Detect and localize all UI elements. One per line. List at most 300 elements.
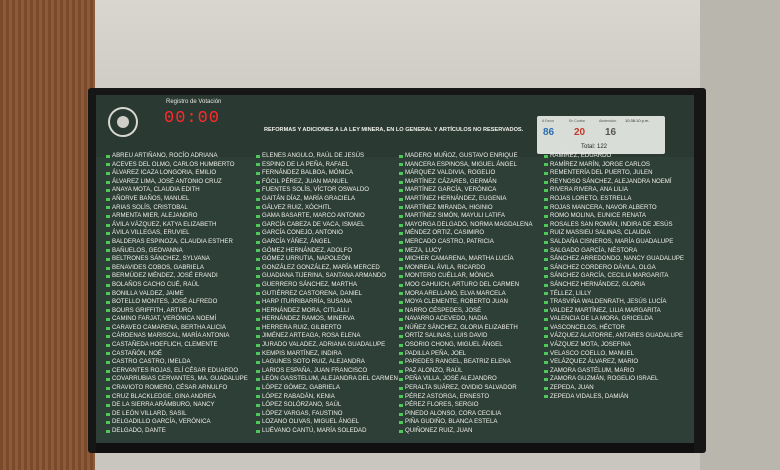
senator-row	[399, 418, 545, 427]
senator-row	[256, 186, 402, 195]
senator-row	[399, 298, 545, 307]
vote-status-icon	[256, 370, 260, 373]
vote-status-icon	[544, 232, 548, 235]
senator-row	[544, 341, 690, 350]
senator-row	[256, 204, 402, 213]
senator-name: VÁZQUEZ ALATORRE, ANTARES GUADALUPE	[550, 332, 684, 340]
senator-row	[106, 221, 252, 230]
senator-name: ZAMORA GUZMÁN, ROGELIO ISRAEL	[550, 375, 659, 383]
vote-status-icon	[256, 404, 260, 407]
senator-name: CASTAÑÓN, NOÉ	[112, 349, 162, 357]
vote-status-icon	[256, 430, 260, 433]
vote-status-icon	[256, 378, 260, 381]
senator-name: ROMO MOLINA, EUNICE RENATA	[550, 212, 646, 220]
senator-name: BOLAÑOS CACHO CUÉ, RAÚL	[112, 280, 200, 288]
senator-name: LOZANO OLIVAS, MIGUEL ÁNGEL	[262, 418, 360, 426]
senator-name: LARIOS ESPAÑA, JUAN FRANCISCO	[262, 366, 368, 374]
vote-status-icon	[256, 413, 260, 416]
senator-row	[544, 298, 690, 307]
vote-status-icon	[106, 309, 110, 312]
vote-status-icon	[256, 206, 260, 209]
senator-row	[256, 169, 402, 178]
vote-status-icon	[544, 241, 548, 244]
senator-row	[544, 358, 690, 367]
senator-row	[106, 255, 252, 264]
senator-row	[256, 332, 402, 341]
senator-row	[106, 384, 252, 393]
senator-row	[256, 341, 402, 350]
senator-name: ZAMORA GASTÉLUM, MARIO	[550, 366, 635, 374]
vote-status-icon	[256, 309, 260, 312]
senator-row	[399, 332, 545, 341]
vote-status-icon	[399, 163, 403, 166]
vote-status-icon	[256, 361, 260, 364]
senator-row	[106, 375, 252, 384]
senator-row	[399, 212, 545, 221]
vote-status-icon	[256, 344, 260, 347]
senator-name: LÓPEZ SOLÓRZANO, SAÚL	[262, 401, 342, 409]
senator-name: COVARRUBIAS CERVANTES, MA. GUADALUPE	[112, 375, 248, 383]
senator-name: GAMA BASARTE, MARCO ANTONIO	[262, 212, 365, 220]
senator-row	[544, 229, 690, 238]
vote-status-icon	[544, 335, 548, 338]
senator-row	[106, 324, 252, 333]
senator-name: DE LEÓN VILLARD, SASIL	[112, 409, 187, 417]
senator-name: TRASVIÑA WALDENRATH, JESÚS LUCÍA	[550, 298, 667, 306]
vote-status-icon	[399, 198, 403, 201]
senator-name: GÓMEZ HERNÁNDEZ, ADOLFO	[262, 246, 353, 254]
vote-status-icon	[256, 318, 260, 321]
senator-name: GUTIÉRREZ CASTORENA, DANIEL	[262, 289, 363, 297]
senator-row	[106, 290, 252, 299]
senator-row	[106, 212, 252, 221]
vote-status-icon	[106, 344, 110, 347]
vote-status-icon	[544, 249, 548, 252]
favor-count: 86	[543, 127, 555, 138]
vote-status-icon	[544, 224, 548, 227]
senator-name: KEMPIS MARTÍNEZ, INDIRA	[262, 349, 342, 357]
vote-status-icon	[399, 215, 403, 218]
senator-row	[256, 212, 402, 221]
abstention-count: 16	[605, 127, 617, 138]
vote-status-icon	[106, 249, 110, 252]
senator-name: LÓPEZ GÓMEZ, GABRIELA	[262, 384, 340, 392]
senator-row	[399, 341, 545, 350]
senator-row	[256, 393, 402, 402]
countdown-timer: 00:00	[164, 109, 221, 128]
vote-status-icon	[544, 344, 548, 347]
senator-name: LEÓN GASSTELUM, ALEJANDRA DEL CARMEN	[262, 375, 398, 383]
senator-name: MEZA, LUCY	[405, 246, 442, 254]
vote-status-icon	[256, 275, 260, 278]
senator-row	[399, 384, 545, 393]
senator-name: MARTÍNEZ SIMÓN, MAYULI LATIFA	[405, 212, 505, 220]
vote-status-icon	[399, 258, 403, 261]
senator-row	[544, 169, 690, 178]
senator-name: CAMINO FARJAT, VERÓNICA NOEMÍ	[112, 315, 217, 323]
vote-status-icon	[544, 395, 548, 398]
senator-row	[399, 272, 545, 281]
senator-row	[256, 401, 402, 410]
senator-name: SALGADO GARCÍA, NÉSTORA	[550, 246, 638, 254]
senator-row	[106, 298, 252, 307]
vote-status-icon	[106, 275, 110, 278]
vote-status-icon	[544, 378, 548, 381]
vote-status-icon	[106, 163, 110, 166]
senator-row	[544, 195, 690, 204]
senator-name: HARP ITURRIBARRÍA, SUSANA	[262, 298, 352, 306]
senator-name: VALDEZ MARTÍNEZ, LILIA MARGARITA	[550, 306, 661, 314]
motion-title: REFORMAS Y ADICIONES A LA LEY MINERA, EN LO GENERAL Y ARTÍCULOS NO RESERVADOS.	[264, 127, 524, 133]
senator-row	[399, 315, 545, 324]
senator-name: ABREU ARTIÑANO, ROCÍO ADRIANA	[112, 152, 218, 159]
senator-row	[399, 186, 545, 195]
senator-name: NAVARRO ACEVEDO, NADIA	[405, 315, 488, 323]
senator-row	[106, 358, 252, 367]
senator-row	[106, 401, 252, 410]
senator-row	[256, 281, 402, 290]
senator-name: CRAVIOTO ROMERO, CÉSAR ARNULFO	[112, 384, 228, 392]
senator-row	[256, 418, 402, 427]
app-title: Registro de Votación	[166, 99, 222, 105]
vote-status-icon	[106, 232, 110, 235]
vote-status-icon	[399, 172, 403, 175]
senator-row	[256, 324, 402, 333]
senator-row	[256, 350, 402, 359]
senator-row	[106, 152, 252, 161]
senator-row	[256, 384, 402, 393]
vote-status-icon	[106, 292, 110, 295]
contra-count: 20	[574, 127, 586, 138]
senator-row	[256, 152, 402, 161]
senator-row	[106, 350, 252, 359]
vote-status-icon	[399, 404, 403, 407]
senator-column	[106, 152, 252, 436]
vote-status-icon	[256, 224, 260, 227]
senator-row	[106, 204, 252, 213]
vote-status-icon	[106, 224, 110, 227]
senator-name: ARMENTA MIER, ALEJANDRO	[112, 212, 198, 220]
senator-name: FUENTES SOLÍS, VÍCTOR OSWALDO	[262, 186, 369, 194]
senator-row	[544, 221, 690, 230]
vote-total: Total: 122	[581, 144, 608, 150]
senator-name: BALDERAS ESPINOZA, CLAUDIA ESTHER	[112, 237, 233, 245]
senator-name: BENAVIDES COBOS, GABRIELA	[112, 263, 204, 271]
vote-status-icon	[399, 267, 403, 270]
vote-status-icon	[256, 327, 260, 330]
senator-name: MÉNDEZ ORTIZ, CASIMIRO	[405, 229, 485, 237]
senator-row	[544, 178, 690, 187]
senator-row	[399, 255, 545, 264]
vote-status-icon	[106, 378, 110, 381]
senator-name: ROJAS LORETO, ESTRELLA	[550, 194, 632, 202]
senator-name: BONILLA VALDEZ, JAIME	[112, 289, 184, 297]
senator-row	[544, 152, 690, 161]
vote-status-icon	[399, 370, 403, 373]
senator-row	[544, 307, 690, 316]
senator-name: CASTAÑEDA HOEFLICH, CLEMENTE	[112, 341, 218, 349]
vote-status-icon	[544, 155, 548, 158]
vote-status-icon	[399, 413, 403, 416]
senator-name: LÓPEZ RABADÁN, KENIA	[262, 392, 335, 400]
vote-status-icon	[399, 224, 403, 227]
vote-status-icon	[399, 421, 403, 424]
senator-row	[544, 212, 690, 221]
senator-name: LAGUNES SOTO RUIZ, ALEJANDRA	[262, 358, 365, 366]
vote-status-icon	[256, 258, 260, 261]
senator-row	[399, 152, 545, 161]
vote-status-icon	[106, 318, 110, 321]
senator-name: CERVANTES ROJAS, ELÍ CÉSAR EDUARDO	[112, 366, 239, 374]
senator-name: FÓCIL PÉREZ, JUAN MANUEL	[262, 177, 349, 185]
vote-status-icon	[106, 181, 110, 184]
senator-name: MARTÍNEZ HERNÁNDEZ, EUGENIA	[405, 194, 507, 202]
vote-status-icon	[256, 352, 260, 355]
senator-name: BERMÚDEZ MÉNDEZ, JOSÉ ERANDI	[112, 272, 218, 280]
senator-row	[544, 281, 690, 290]
senator-name: MARTÍNEZ MIRANDA, HIGINIO	[405, 203, 493, 211]
vote-status-icon	[106, 430, 110, 433]
senator-name: MARTÍNEZ GARCÍA, VERÓNICA	[405, 186, 497, 194]
senator-name: RIVERA RIVERA, ANA LILIA	[550, 186, 628, 194]
senator-name: LÓPEZ VARGAS, FAUSTINO	[262, 409, 343, 417]
vote-status-icon	[106, 421, 110, 424]
vote-status-icon	[106, 413, 110, 416]
senator-name: GÁLVEZ RUIZ, XÓCHITL	[262, 203, 332, 211]
vote-status-icon	[399, 361, 403, 364]
senator-row	[106, 169, 252, 178]
vote-status-icon	[399, 344, 403, 347]
vote-status-icon	[399, 309, 403, 312]
clock: 10:38:10 p.m.	[625, 118, 650, 123]
senator-name: RAMÍREZ, EDUARDO	[550, 152, 612, 159]
vote-status-icon	[106, 395, 110, 398]
senator-name: PERALTA SUÁREZ, OVIDIO SALVADOR	[405, 384, 517, 392]
vote-status-icon	[544, 284, 548, 287]
senator-row	[399, 290, 545, 299]
vote-status-icon	[256, 241, 260, 244]
senator-name: AÑORVE BAÑOS, MANUEL	[112, 194, 190, 202]
seal-icon	[108, 107, 138, 137]
senator-name: DE LA SIERRA ARÁMBURO, NANCY	[112, 401, 215, 409]
senator-name: PÉREZ FLORES, SERGIO	[405, 401, 479, 409]
vote-status-icon	[106, 155, 110, 158]
vote-status-icon	[399, 206, 403, 209]
senator-row	[399, 264, 545, 273]
senator-row	[256, 410, 402, 419]
senator-name: PIÑA GUDIÑO, BLANCA ESTELA	[405, 418, 498, 426]
vote-status-icon	[256, 395, 260, 398]
senator-name: ÁLVAREZ LIMA, JOSÉ ANTONIO CRUZ	[112, 177, 222, 185]
vote-status-icon	[106, 172, 110, 175]
vote-status-icon	[106, 335, 110, 338]
senator-row	[544, 324, 690, 333]
vote-status-icon	[399, 395, 403, 398]
senator-name: TÉLLEZ, LILLY	[550, 289, 592, 297]
vote-status-icon	[544, 163, 548, 166]
senator-name: PÉREZ ASTORGA, ERNESTO	[405, 392, 490, 400]
vote-status-icon	[256, 292, 260, 295]
vote-status-icon	[399, 378, 403, 381]
senator-name: ROSALES SAN ROMÁN, INDIRA DE JESÚS	[550, 220, 673, 228]
senator-name: HERRERA RUIZ, GILBERTO	[262, 323, 342, 331]
senator-name: REMENTERÍA DEL PUERTO, JULEN	[550, 169, 653, 177]
vote-status-icon	[544, 292, 548, 295]
senator-row	[256, 307, 402, 316]
senator-row	[399, 161, 545, 170]
wall-panel	[0, 0, 95, 470]
senator-row	[106, 186, 252, 195]
vote-status-icon	[256, 172, 260, 175]
senator-row	[399, 358, 545, 367]
vote-status-icon	[256, 189, 260, 192]
senator-name: NÚÑEZ SÁNCHEZ, GLORIA ELIZABETH	[405, 323, 518, 331]
vote-status-icon	[256, 421, 260, 424]
vote-status-icon	[544, 309, 548, 312]
senator-name: PADILLA PEÑA, JOEL	[405, 349, 467, 357]
senator-row	[399, 427, 545, 436]
vote-status-icon	[106, 267, 110, 270]
senator-row	[544, 350, 690, 359]
senator-row	[544, 290, 690, 299]
senator-name: MÁRQUEZ VALDIVIA, ROGELIO	[405, 169, 496, 177]
senator-name: SALDAÑA CISNEROS, MARÍA GUADALUPE	[550, 237, 674, 245]
vote-status-icon	[544, 318, 548, 321]
senator-name: MADERO MUÑOZ, GUSTAVO ENRIQUE	[405, 152, 518, 159]
senator-name: GUERRERO SÁNCHEZ, MARTHA	[262, 280, 358, 288]
senator-row	[399, 375, 545, 384]
senator-row	[256, 178, 402, 187]
senator-column	[256, 152, 402, 436]
senator-name: PEÑA VILLA, JOSÉ ALEJANDRO	[405, 375, 497, 383]
senator-name: ROJAS MANCERA, NAVOR ALBERTO	[550, 203, 657, 211]
senator-name: GONZÁLEZ GONZÁLEZ, MARÍA MERCED	[262, 263, 380, 271]
vote-status-icon	[256, 301, 260, 304]
vote-status-icon	[399, 249, 403, 252]
senator-name: MANCERA ESPINOSA, MIGUEL ÁNGEL	[405, 160, 517, 168]
senator-row	[544, 247, 690, 256]
senator-name: MARTÍNEZ CÁZARES, GERMÁN	[405, 177, 497, 185]
senator-row	[256, 290, 402, 299]
vote-status-icon	[544, 352, 548, 355]
senator-row	[256, 315, 402, 324]
senator-name: JURADO VALADEZ, ADRIANA GUADALUPE	[262, 341, 386, 349]
senator-name: NARRO CÉSPEDES, JOSÉ	[405, 306, 482, 314]
senator-row	[256, 427, 402, 436]
senator-name: ELENES ANGULO, RAÚL DE JESÚS	[262, 152, 365, 159]
senator-row	[544, 161, 690, 170]
vote-status-icon	[106, 215, 110, 218]
senator-name: GARCÍA YÁÑEZ, ÁNGEL	[262, 237, 331, 245]
vote-status-icon	[106, 206, 110, 209]
senator-row	[106, 229, 252, 238]
senator-row	[106, 247, 252, 256]
senator-row	[106, 367, 252, 376]
senator-name: ÁVILA VILLEGAS, ERUVIEL	[112, 229, 190, 237]
senator-row	[399, 229, 545, 238]
vote-status-icon	[399, 301, 403, 304]
senator-name: RAMÍREZ MARÍN, JORGE CARLOS	[550, 160, 650, 168]
vote-status-icon	[544, 189, 548, 192]
vote-status-icon	[399, 284, 403, 287]
senator-row	[544, 315, 690, 324]
vote-status-icon	[106, 301, 110, 304]
abstention-label: Abstención	[599, 119, 617, 123]
senator-row	[399, 350, 545, 359]
senator-name: VASCONCELOS, HÉCTOR	[550, 323, 625, 331]
senator-name: OSORIO CHONG, MIGUEL ÁNGEL	[405, 341, 503, 349]
voting-screen	[96, 95, 694, 443]
senator-name: GAITÁN DÍAZ, MARÍA GRACIELA	[262, 194, 356, 202]
senator-name: LUÉVANO CANTÚ, MARÍA SOLEDAD	[262, 427, 367, 434]
vote-status-icon	[256, 267, 260, 270]
vote-status-icon	[106, 361, 110, 364]
senator-name: SÁNCHEZ CORDERO DÁVILA, OLGA	[550, 263, 656, 271]
senator-column	[544, 152, 690, 401]
vote-status-icon	[399, 241, 403, 244]
vote-status-icon	[544, 370, 548, 373]
senator-name: CRUZ BLACKLEDGE, GINA ANDREA	[112, 392, 216, 400]
vote-status-icon	[399, 189, 403, 192]
senator-row	[256, 161, 402, 170]
senator-name: MONREAL ÁVILA, RICARDO	[405, 263, 486, 271]
senator-name: MICHER CAMARENA, MARTHA LUCÍA	[405, 255, 514, 263]
senator-row	[106, 264, 252, 273]
vote-status-icon	[544, 181, 548, 184]
senator-row	[106, 161, 252, 170]
senator-name: SÁNCHEZ ARREDONDO, NANCY GUADALUPE	[550, 255, 684, 263]
senator-row	[106, 332, 252, 341]
senator-row	[256, 247, 402, 256]
vote-status-icon	[399, 318, 403, 321]
senator-name: GUADIANA TIJERINA, SANTANA ARMANDO	[262, 272, 387, 280]
senator-name: VALENCIA DE LA MORA, GRICELDA	[550, 315, 653, 323]
vote-status-icon	[256, 387, 260, 390]
senator-row	[256, 255, 402, 264]
senator-name: BOURS GRIFFITH, ARTURO	[112, 306, 193, 314]
header	[96, 95, 694, 157]
senator-row	[106, 195, 252, 204]
vote-status-icon	[256, 284, 260, 287]
senator-name: ZEPEDA, JUAN	[550, 384, 594, 392]
senator-name: JIMÉNEZ ARTEAGA, ROSA ELENA	[262, 332, 361, 340]
senator-name: CÁRDENAS MARISCAL, MARÍA ANTONIA	[112, 332, 230, 340]
vote-status-icon	[256, 215, 260, 218]
senator-name: PINEDO ALONSO, CORA CECILIA	[405, 409, 502, 417]
vote-status-icon	[256, 335, 260, 338]
vote-status-icon	[399, 155, 403, 158]
vote-status-icon	[256, 155, 260, 158]
senator-row	[399, 281, 545, 290]
senator-row	[544, 332, 690, 341]
senator-name: HERNÁNDEZ MORA, CITLALLI	[262, 306, 350, 314]
senator-row	[106, 307, 252, 316]
senator-row	[256, 221, 402, 230]
wall-right	[700, 0, 780, 470]
senator-row	[399, 393, 545, 402]
senator-name: CARAVEO CAMARENA, BERTHA ALICIA	[112, 323, 226, 331]
senator-name: ARIAS SOLÍS, CRISTOBAL	[112, 203, 188, 211]
senator-row	[106, 341, 252, 350]
senator-row	[544, 375, 690, 384]
vote-status-icon	[399, 275, 403, 278]
senator-name: ORTÍZ SALINAS, LUIS DAVID	[405, 332, 488, 340]
vote-status-icon	[106, 258, 110, 261]
vote-status-icon	[544, 275, 548, 278]
vote-status-icon	[106, 198, 110, 201]
vote-tally	[537, 116, 665, 154]
senator-name: SÁNCHEZ GARCÍA, CECILIA MARGARITA	[550, 272, 669, 280]
